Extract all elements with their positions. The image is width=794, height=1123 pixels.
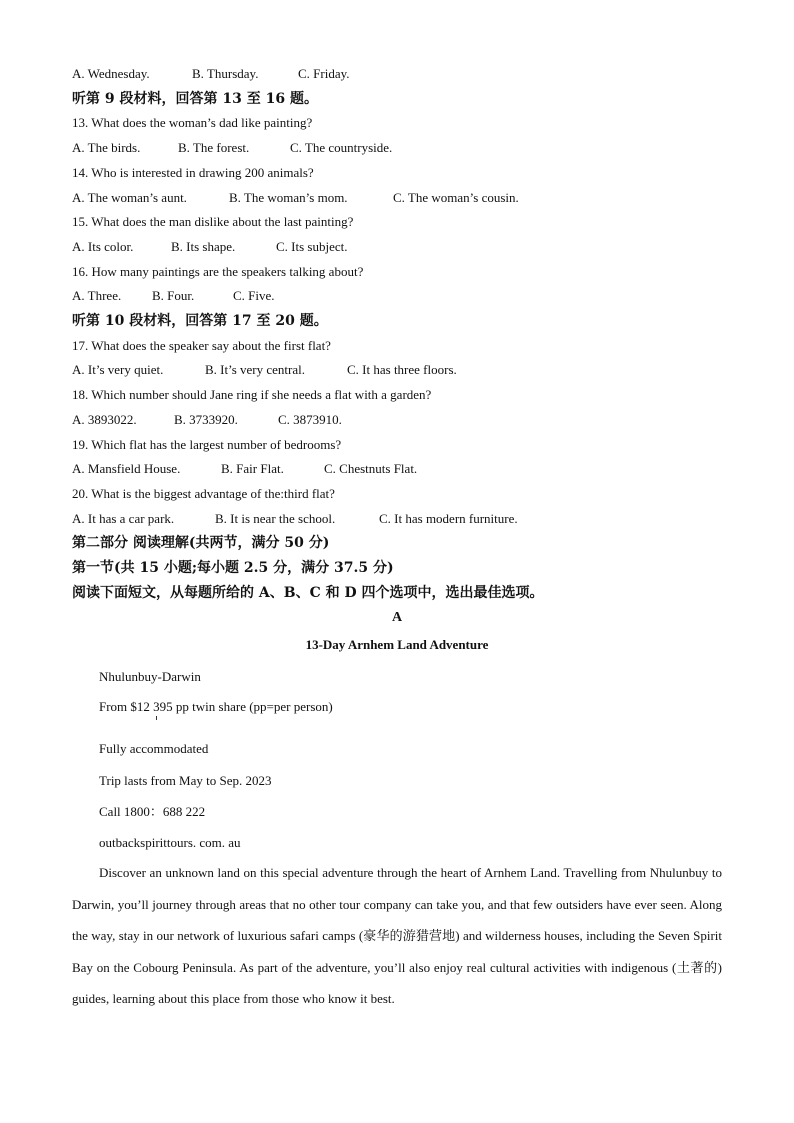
section9-heading: 听第 9 段材料，回答第 13 至 16 题。 [72, 91, 318, 107]
part2-heading: 第二部分 阅读理解(共两节，满分 50 分) [72, 535, 330, 551]
q20-stem: 20. What is the biggest advantage of the:third flat? [72, 486, 335, 501]
q20-options [72, 511, 518, 527]
q16-stem: 16. How many paintings are the speakers talking about? [72, 264, 364, 279]
q18-stem: 18. Which number should Jane ring if she needs a flat with a garden? [72, 387, 432, 402]
accommodation-line: Fully accommodated [99, 741, 209, 756]
section1-heading: 第一节(共 15 小题;每小题 2.5 分，满分 37.5 分) [72, 560, 394, 576]
q15-option-c: C. Its subject. [276, 239, 348, 254]
q20-option-c: C. It has modern furniture. [379, 511, 518, 526]
website-line: outbackspirittours. com. au [99, 835, 241, 850]
q18-options [72, 412, 342, 428]
q17-option-c: C. It has three floors. [347, 362, 457, 377]
route-line: Nhulunbuy-Darwin [99, 669, 201, 684]
q16-option-a: A. Three. [72, 288, 122, 303]
q15-options [72, 239, 348, 255]
q16-option-c: C. Five. [233, 288, 275, 303]
q19-option-a: A. Mansfield House. [72, 461, 181, 476]
q12-option-c: C. Friday. [298, 66, 350, 81]
q16-options [72, 288, 275, 304]
q17-stem: 17. What does the speaker say about the first flat? [72, 338, 331, 353]
reading-instruction: 阅读下面短文，从每题所给的 A、B、C 和 D 四个选项中，选出最佳选项。 [72, 585, 544, 601]
q13-stem: 13. What does the woman’s dad like painting? [72, 115, 313, 130]
q16-option-b: B. Four. [152, 288, 195, 303]
q12-options [72, 66, 350, 82]
q14-option-a: A. The woman’s aunt. [72, 190, 187, 205]
q15-option-a: A. Its color. [72, 239, 134, 254]
q19-option-c: C. Chestnuts Flat. [324, 461, 418, 476]
q20-option-a: A. It has a car park. [72, 511, 175, 526]
q13-options [72, 140, 392, 156]
phone-line: Call 1800：688 222 [99, 804, 206, 819]
passage-title: 13-Day Arnhem Land Adventure [305, 637, 489, 652]
q14-options [72, 190, 519, 206]
q17-option-a: A. It’s very quiet. [72, 362, 164, 377]
q17-option-b: B. It’s very central. [205, 362, 305, 377]
section10-heading: 听第 10 段材料，回答第 17 至 20 题。 [72, 313, 328, 329]
q14-stem: 14. Who is interested in drawing 200 animals? [72, 165, 314, 180]
q12-option-a: A. Wednesday. [72, 66, 150, 81]
q13-option-c: C. The countryside. [290, 140, 393, 155]
q19-option-b: B. Fair Flat. [221, 461, 284, 476]
passage-letter: A [391, 610, 403, 625]
scan-mark [156, 716, 157, 720]
price-line: From $12 395 pp twin share (pp=per person) [99, 699, 333, 714]
q18-option-c: C. 3873910. [278, 412, 342, 427]
q12-option-b: B. Thursday. [192, 66, 259, 81]
q17-options [72, 362, 457, 378]
q18-option-a: A. 3893022. [72, 412, 137, 427]
q20-option-b: B. It is near the school. [215, 511, 336, 526]
trip-dates-line: Trip lasts from May to Sep. 2023 [99, 773, 272, 788]
q14-option-b: B. The woman’s mom. [229, 190, 348, 205]
q14-option-c: C. The woman’s cousin. [393, 190, 519, 205]
q15-stem: 15. What does the man dislike about the last painting? [72, 214, 354, 229]
passage-body: Discover an unknown land on this special adventure through the heart of Arnhem Land. Travelling from Nhulunbuy to Darwin, you’ll journey through areas that no other tour company can take you, and that few outsiders have ever seen. Along the way, stay in our network of luxurious safari camps (豪华的游猎营地) and wilderness houses, including the Seven Spirit Bay on the Cobourg Peninsula. As part of the adventure, you’ll also enjoy real cultural activities with indigenous (土著的) guides, learning about this place from those who know it best. [72, 865, 722, 1006]
q13-option-a: A. The birds. [72, 140, 141, 155]
q13-option-b: B. The forest. [178, 140, 250, 155]
q18-option-b: B. 3733920. [174, 412, 238, 427]
q15-option-b: B. Its shape. [171, 239, 236, 254]
q19-stem: 19. Which flat has the largest number of bedrooms? [72, 437, 342, 452]
q19-options [72, 461, 417, 477]
